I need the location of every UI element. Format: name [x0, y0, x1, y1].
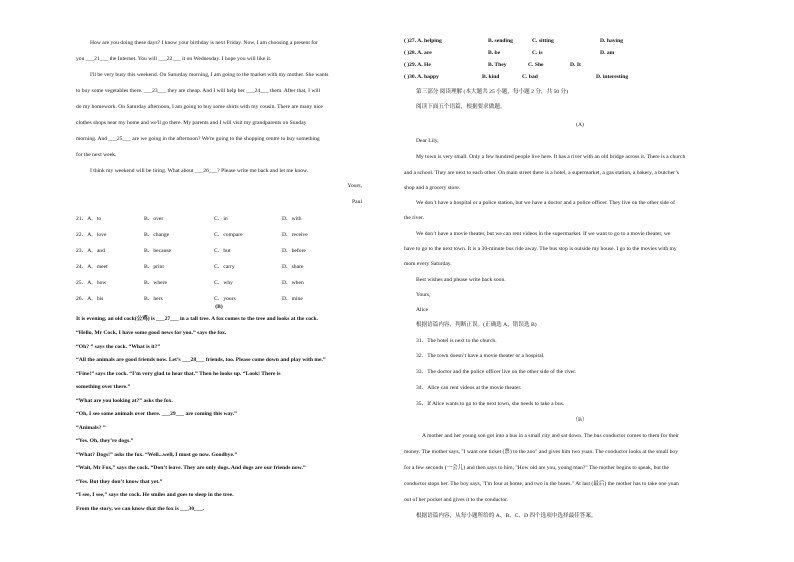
story-line-8: “Oh, I see some animals over there. ___29___ are coming this way.” — [76, 411, 237, 417]
story-line-5: “Fine!” says the cock. “I’m very glad to hear that.” Then he looks up. “Look! There is — [76, 371, 281, 377]
statement-34: 34．Alice can rent videos at the movie theater. — [416, 385, 522, 391]
letter-line-4: to buy some vegetables there. ___23___ they are cheap. And I will help her ___24___ them. After that, I will — [76, 88, 321, 94]
story-line-7: “What are you looking at?” asks the fox. — [76, 398, 173, 404]
tf-instruction: 根据语篇内容，判断正误。(正确选 A，错误选 B) — [416, 322, 537, 328]
town-line-7: have to go to the next town. It is a 30-minute bus ride away. The bus stop is outside my house. I go to the movies with my — [404, 246, 677, 252]
town-line-1: My town is very small. Only a few hundred people live here. It has a river with an old bridge across it. There is a church — [416, 154, 686, 160]
bus-line-5: out of her pocket and gives it to the conductor. — [404, 497, 509, 503]
story-line-1: It is evening, an old cock(公鸡) is ___27___ in a tall tree. A fox comes to the tree and looks at the cock. — [76, 316, 319, 322]
letter-signature-a: Alice — [416, 307, 429, 313]
section-b-heading: (B) — [215, 304, 223, 310]
letter-closing-a: Yours, — [416, 292, 431, 298]
statement-31: 31．The hotel is next to the church. — [416, 338, 497, 344]
story-line-13: “Yes. But they don’t know that yet.” — [76, 479, 163, 485]
letter-line-6: clothes shops near my home and we'll go there. My parents and I will visit my grandparents on Sunday — [76, 120, 307, 126]
town-line-3: shop and a grocery store. — [404, 185, 461, 191]
town-line-4: We don’t have a hospital or a police station, but we have a doctor and a police officer. They live on the other side of — [416, 200, 675, 206]
bus-line-3: for a few seconds (一会儿) and then says to him, "How old are you, young man?" The mother begins to speak, but the — [404, 465, 669, 471]
story-line-12: “Wait, Mr Fox,” says the cock. “Don’t leave. They are only dogs. And dogs are our friends now.” — [76, 465, 306, 471]
story-line-2: “Hello, Mr Cock, I have some good news for you.” says the fox. — [76, 330, 227, 336]
bus-line-2: money. The mother says, "I want one ticket (票) to the zoo" and gives him two yuan. The conductor looks at the small boy — [404, 449, 678, 455]
final-instruction: 根据语篇内容，从每小题所给的 A、B、C、D 四个选项中选择最佳答案。 — [416, 513, 597, 519]
story-line-14: “I see, I see,” says the cock. He smiles and goes to sleep in the tree. — [76, 492, 234, 498]
town-line-9: Best wishes and please write back soon. — [416, 277, 506, 283]
letter-signature: Paul — [352, 199, 362, 205]
story-line-10: “Yes. Oh, they’re dogs.” — [76, 438, 134, 444]
story-line-4: “All the animals are good friends now. Let’s ___28___ friends, too. Please come down and play with me.” — [76, 357, 326, 363]
letter-line-7: morning. And ___25___ are we going in the afternoon? We're going to the shopping centre to buy something — [76, 136, 320, 142]
part3-title: 第三部分 阅读理解 (本大题共 25 小题，每小题 2 分，共 50 分) — [416, 89, 568, 95]
section-b2-heading: （B） — [572, 417, 588, 423]
story-line-11: “What? Dogs!” asks the fox. “Well...well, I must go now. Goodbye.” — [76, 452, 238, 458]
story-line-15: From the story, we can know that the fox is ___30___. — [76, 506, 204, 512]
section-a-heading: (A) — [576, 122, 584, 128]
letter-closing: Yours, — [347, 183, 362, 189]
letter-line-8: for the next week. — [76, 152, 117, 158]
story-line-9: “Animals? ” — [76, 425, 106, 431]
town-line-6: We don’t have a movie theater, but we can rent videos in the supermarket. If we want to go to a movie theater, we — [416, 231, 671, 237]
letter-line-9: I think my weekend will be tiring. What about ___26___? Please write me back and let me know. — [90, 168, 309, 174]
bus-line-1: A mother and her young son got into a bus in a small city and sat down. The bus conductor comes to them for their — [422, 433, 680, 439]
statement-32: 32．The town doesn’t have a movie theater or a hospital. — [416, 353, 545, 359]
town-line-2: and a school. They are next to each other. On main street there is a hotel, a supermarket, a gas station, a bakery, a butcher’s — [404, 170, 679, 176]
bus-line-4: conductor stops her. The boy says, "I'm four at home, and two in the buses." At last (最后) the mother has to take one yuan — [404, 481, 679, 487]
letter-line-1: How are you doing these days? I know your birthday is next Friday. Now, I am choosing a present for — [90, 40, 318, 46]
story-line-3: “Oh? ” says the cock. “What is it?” — [76, 344, 161, 350]
letter-salutation: Dear Lily, — [416, 138, 439, 144]
letter-line-2: you ___21___ the Internet. You will ___22___ it on Wednesday. I hope you will like it. — [76, 56, 272, 62]
town-line-5: the river. — [404, 215, 424, 221]
letter-line-5: do my homework. On Saturday afternoon, I am going to buy some shirts with my cousin. There are many nice — [76, 104, 323, 110]
part3-instruction: 阅读下面五个语篇，根据要求做题。 — [416, 104, 506, 110]
statement-35: 35．If Alice wants to go to the next town, she needs to take a bus. — [416, 401, 565, 407]
statement-33: 33．The doctor and the police officer live on the other side of the river. — [416, 369, 577, 375]
letter-line-3: I'll be very busy this weekend. On Saturday morning, I am going to the market with my mother. She wants — [90, 72, 329, 78]
town-line-8: mom every Saturday. — [404, 261, 452, 267]
story-line-6: something over there.” — [76, 384, 131, 390]
